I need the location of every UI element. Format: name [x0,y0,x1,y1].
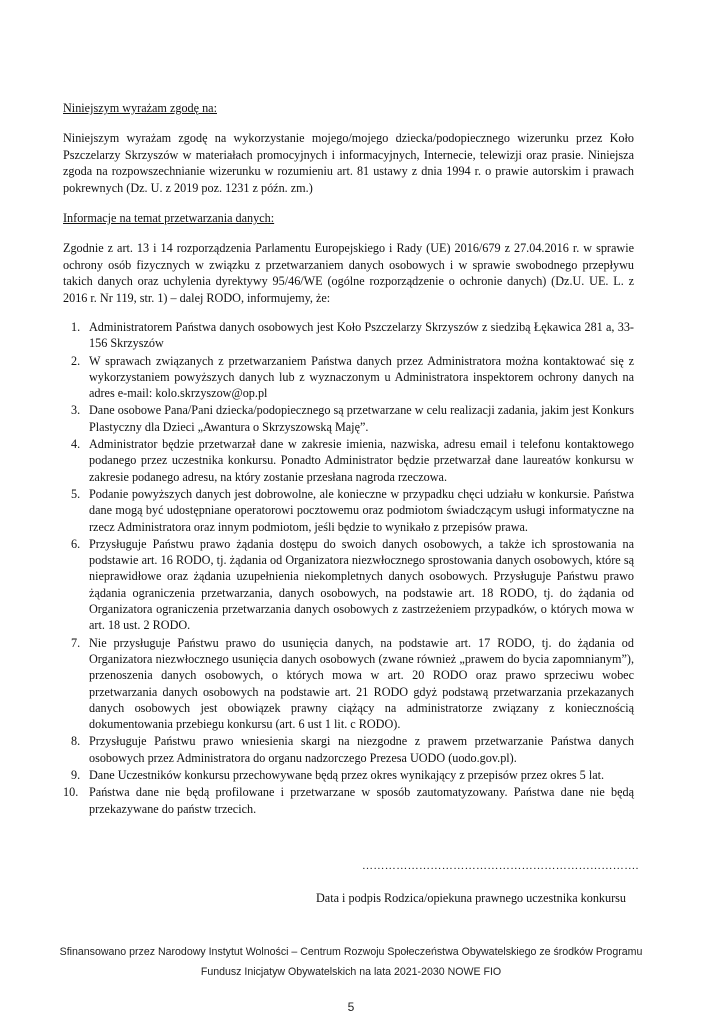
list-item [63,436,634,485]
list-item [63,767,634,783]
list-item-text: Administratorem Państwa danych osobowych jest Koło Pszczelarzy Skrzyszów z siedzibą Łękawica 281 a, 33-156 Skrzyszów [89,320,634,351]
list-item-text: Przysługuje Państwu prawo żądania dostępu do swoich danych osobowych, a także ich sprostowania na podstawie art. 16 RODO, tj. żądania od Organizatora niezwłocznego sprostowania danych osobowych, które są nieprawidłowe oraz żądania uzupełnienia niekompletnych danych osobowych. Przysługuje Państwu prawo żądania ograniczenia przetwarzania, danych osobowych, na podstawie art. 18 RODO, tj. do żądania od Organizatora ograniczenia przetwarzania danych osobowych z zastrzeżeniem przypadków, o których mowa w art. 18 ust. 2 RODO. [89,536,634,633]
list-item [63,486,634,535]
funding-footer-line-2: Fundusz Inicjatyw Obywatelskich na lata 2021-2030 NOWE FIO [200,966,502,978]
list-item-number: 8. [71,734,81,749]
list-item-number: 9. [71,768,81,783]
list-item [63,733,634,766]
list-item-number: 10. [63,785,79,800]
page-number: 5 [347,1000,355,1014]
list-item-text: Dane Uczestników konkursu przechowywane będą przez okres wynikający z przepisów przez okres 5 lat. [89,768,605,783]
list-item-number: 2. [71,353,81,368]
signature-label: Data i podpis Rodzica/opiekuna prawnego uczestnika konkursu [316,891,627,905]
list-item-number: 1. [71,320,81,334]
info-heading: Informacje na temat przetwarzania danych: [63,211,275,225]
list-item-number: 7. [71,635,81,650]
list-item-text: Administrator będzie przetwarzał dane w zakresie imienia, nazwiska, adresu email i telefonu kontaktowego podanego przez uczestnika konkursu. Ponadto Administrator będzie przetwarzał dane laureatów konkursu w zakresie podanego adresu, na który zostanie przesłana nagroda rzeczowa. [89,437,634,484]
list-item-text: Dane osobowe Pana/Pani dziecka/podopiecznego są przetwarzane w celu realizacji zadania, jakim jest Konkurs Plastyczny dla Dzieci „Awantura o Skrzyszowską Maję”. [89,403,634,434]
list-item-number: 5. [71,486,81,501]
list-item-text: Przysługuje Państwu prawo wniesienia skargi na niezgodne z prawem przetwarzanie Państwa danych osobowych przez Administratora do organu nadzorczego Prezesa UODO (uodo.gov.pl). [89,734,634,765]
signature-line: ………………………………………………………………. [362,860,639,872]
list-item [63,536,634,634]
list-item [63,319,634,352]
list-item [63,635,634,733]
list-item-number: 3. [71,403,81,418]
gdpr-info-list [63,319,634,818]
list-item-number: 4. [71,437,81,452]
info-intro-paragraph: Zgodnie z art. 13 i 14 rozporządzenia Parlamentu Europejskiego i Rady (UE) 2016/679 z 27.04.2016 r. w sprawie ochrony osób fizycznych w związku z przetwarzaniem danych osobowych i w sprawie swobodnego przepływu takich danych oraz uchylenia dyrektywy 95/46/WE (ogólne rozporządzenie o ochronie danych) (Dz.U. UE. L. z 2016 r. Nr 119, str. 1) – dalej RODO, informujemy, że: [63,241,634,305]
consent-heading: Niniejszym wyrażam zgodę na: [63,101,217,115]
list-item-text: W sprawach związanych z przetwarzaniem Państwa danych przez Administratora można kontaktować się z wykorzystaniem powyższych danych lub z wyznaczonym u Administratora inspektorem ochrony danych na adres e-mail: kolo.skrzyszow@op.pl [89,353,634,401]
funding-footer-line-1: Sfinansowano przez Narodowy Instytut Wolności – Centrum Rozwoju Społeczeństwa Obywatelskiego ze środków Programu [59,946,643,958]
list-item-text: Nie przysługuje Państwu prawo do usunięcia danych, na podstawie art. 17 RODO, tj. do żądania od Organizatora niezwłocznego usunięcia danych osobowych (zwane również „prawem do bycia zapomnianym”), przenoszenia danych osobowych, o których mowa w art. 20 RODO oraz prawo sprzeciwu wobec przetwarzania danych osobowych na podstawie art. 21 RODO gdyż podstawą przetwarzania przekazanych danych osobowych jest obowiązek prawny ciążący na administratorze związany z koniecznością dokumentowania przebiegu konkursu (art. 6 ust 1 lit. c RODO). [89,635,634,732]
list-item [63,402,634,435]
list-item [63,353,634,402]
list-item-text: Państwa dane nie będą profilowane i przetwarzane w sposób zautomatyzowany. Państwa dane nie będą przekazywane do państw trzecich. [89,785,634,816]
list-item-text: Podanie powyższych danych jest dobrowolne, ale konieczne w przypadku chęci udziału w konkursie. Państwa dane mogą być udostępniane operatorowi pocztowemu oraz podmiotom świadczącym usługi informatyczne na rzecz Administratora oraz innym podmiotom, jeśli będzie to wynikało z przepisów prawa. [89,486,634,534]
list-item-number: 6. [71,536,81,551]
list-item [63,784,634,817]
consent-paragraph: Niniejszym wyrażam zgodę na wykorzystanie mojego/mojego dziecka/podopiecznego wizerunku przez Koło Pszczelarzy Skrzyszów w materiałach promocyjnych i informacyjnych, Internecie, telewizji oraz prasie. Niniejsza zgoda na rozpowszechnianie wizerunku w rozumieniu art. 81 ustawy z dnia 1994 r. o prawie autorskim i prawach pokrewnych (Dz. U. z 2019 poz. 1231 z późn. zm.) [63,131,634,195]
